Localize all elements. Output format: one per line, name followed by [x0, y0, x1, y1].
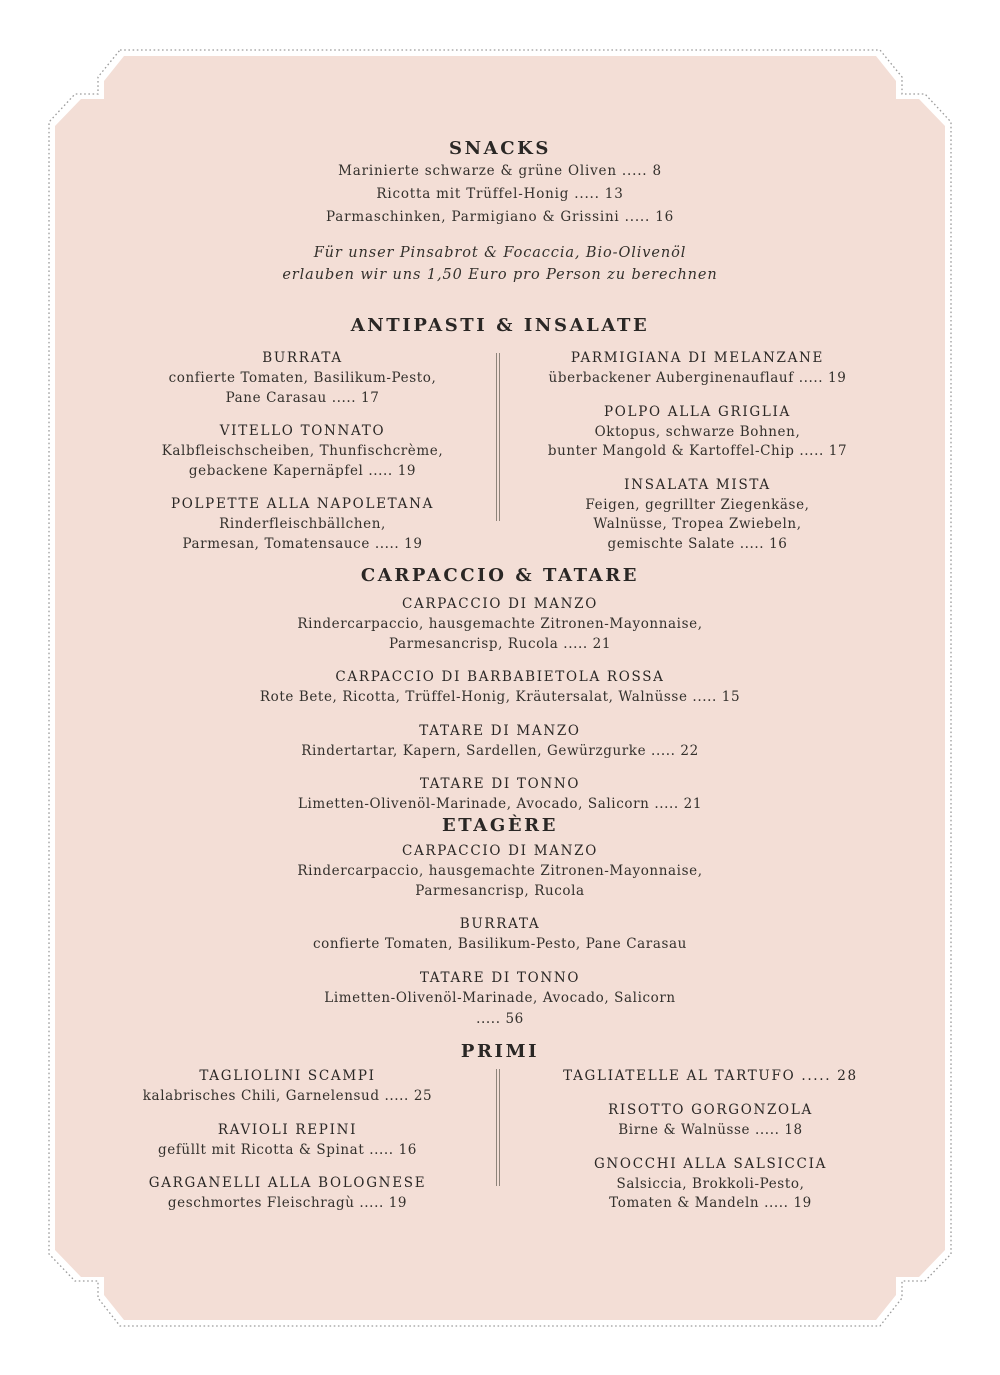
bread-surcharge-note [0, 242, 1000, 286]
menu-item [470, 475, 925, 555]
dish-description-line: Rote Bete, Ricotta, Trüffel-Honig, Kräutersalat, Walnüsse ..... 15 [259, 689, 741, 705]
dish-description-line: Pane Carasau ..... 17 [225, 389, 380, 406]
antipasti-section-title: ANTIPASTI & INSALATE [350, 315, 650, 336]
menu-item [470, 402, 925, 462]
dish-description-line: gefüllt mit Ricotta & Spinat ..... 16 [158, 1141, 417, 1158]
menu-item [60, 1120, 515, 1161]
menu-item [0, 968, 1000, 1009]
dish-name: CARPACCIO DI MANZO [401, 596, 599, 612]
column-divider [496, 1069, 500, 1186]
menu-item [75, 348, 530, 408]
dish-description-line: Kalbfleischscheiben, Thunfischcrème, [161, 443, 444, 459]
dish-description-line: Oktopus, schwarze Bohnen, [594, 423, 801, 440]
snacks-section-title: SNACKS [449, 138, 551, 159]
dish-name: GNOCCHI ALLA SALSICCIA [593, 1155, 828, 1172]
dish-description-line: kalabrisches Chili, Garnelensud ..... 25 [142, 1088, 433, 1104]
dish-description-line: Limetten-Olivenöl-Marinade, Avocado, Salicorn ..... 21 [297, 796, 703, 812]
dish-description-line: bunter Mangold & Kartoffel-Chip ..... 17 [547, 443, 848, 459]
antipasti-left-column [75, 348, 530, 567]
dish-name: TAGLIATELLE AL TARTUFO ..... 28 [563, 1068, 858, 1084]
menu-item [75, 494, 530, 554]
etagere-price: ..... 56 [476, 1011, 524, 1027]
dish-name: GARGANELLI ALLA BOLOGNESE [148, 1175, 427, 1191]
menu-item-line: Ricotta mit Trüffel-Honig ..... 13 [376, 186, 624, 202]
dish-description-line: Feigen, gegrillter Ziegenkäse, [585, 496, 810, 513]
menu-item [0, 594, 1000, 654]
dish-description-line: confierte Tomaten, Basilikum-Pesto, Pane Carasau [313, 936, 687, 952]
menu-item [75, 421, 530, 481]
menu-item [0, 667, 1000, 708]
dish-description-line: Rindercarpaccio, hausgemachte Zitronen-Mayonnaise, [297, 863, 703, 879]
dish-description-line: Birne & Walnüsse ..... 18 [618, 1122, 803, 1138]
menu-item [0, 721, 1000, 762]
dish-description-line: gebackene Kapernäpfel ..... 19 [188, 462, 417, 479]
dish-name: POLPO ALLA GRIGLIA [604, 403, 791, 420]
menu-item [60, 1173, 515, 1214]
carpaccio-section-title: CARPACCIO & TATARE [360, 565, 640, 586]
dish-description-line: Walnüsse, Tropea Zwiebeln, [593, 516, 802, 532]
menu-item [483, 1066, 938, 1087]
note-line: erlauben wir uns 1,50 Euro pro Person zu berechnen [282, 267, 718, 283]
menu-item [483, 1100, 938, 1141]
dish-name: BURRATA [262, 350, 343, 366]
dish-name: RAVIOLI REPINI [217, 1121, 358, 1138]
dish-description-line: Rindercarpaccio, hausgemachte Zitronen-Mayonnaise, [297, 616, 703, 632]
menu-item-line: Marinierte schwarze & grüne Oliven ..... 8 [338, 163, 662, 179]
column-divider [496, 353, 500, 521]
snacks-section [0, 160, 1000, 229]
menu-item [0, 774, 1000, 815]
dish-name: TATARE DI TONNO [419, 969, 581, 986]
dish-name: VITELLO TONNATO [219, 423, 386, 439]
etagere-section-title: ETAGÈRE [441, 815, 559, 836]
dish-description-line: Parmesancrisp, Rucola [415, 882, 585, 899]
menu-item [60, 1066, 515, 1107]
dish-name: TATARE DI TONNO [419, 776, 581, 792]
antipasti-section [0, 348, 1000, 552]
primi-section-title: PRIMI [460, 1041, 540, 1062]
menu-item-line: Parmaschinken, Parmigiano & Grissini ..... 16 [326, 209, 674, 225]
dish-name: BURRATA [459, 916, 541, 932]
dish-description-line: Tomaten & Mandeln ..... 19 [609, 1195, 812, 1211]
antipasti-right-column [470, 348, 925, 567]
menu-item [483, 1154, 938, 1214]
menu-item [0, 841, 1000, 901]
note-line: Für unser Pinsabrot & Focaccia, Bio-Olivenöl [313, 245, 687, 261]
dish-description-line: Rinderfleischbällchen, [219, 516, 386, 532]
dish-description-line: Rindertartar, Kapern, Sardellen, Gewürzgurke ..... 22 [301, 742, 699, 759]
dish-name: CARPACCIO DI BARBABIETOLA ROSSA [335, 669, 665, 685]
dish-name: RISOTTO GORGONZOLA [608, 1102, 813, 1118]
dish-description-line: confierte Tomaten, Basilikum-Pesto, [168, 370, 437, 386]
primi-section [0, 1066, 1000, 1211]
dish-description-line: geschmortes Fleischragù ..... 19 [167, 1195, 408, 1211]
dish-name: TATARE DI MANZO [419, 722, 581, 739]
dish-name: TAGLIOLINI SCAMPI [199, 1068, 376, 1084]
carpaccio-section [0, 594, 1000, 828]
dish-name: PARMIGIANA DI MELANZANE [570, 350, 825, 366]
dish-description-line: Parmesancrisp, Rucola ..... 21 [388, 635, 612, 652]
primi-right-column [483, 1066, 938, 1227]
dish-name: CARPACCIO DI MANZO [401, 843, 599, 859]
dish-description-line: überbackener Auberginenauflauf ..... 19 [548, 370, 847, 386]
dish-description-line: Salsiccia, Brokkoli-Pesto, [616, 1175, 805, 1192]
dish-description-line: Limetten-Olivenöl-Marinade, Avocado, Salicorn [324, 989, 676, 1006]
dish-description-line: Parmesan, Tomatensauce ..... 19 [182, 535, 423, 552]
dish-description-line: gemischte Salate ..... 16 [607, 535, 788, 552]
dish-name: POLPETTE ALLA NAPOLETANA [170, 496, 435, 512]
menu-item [0, 914, 1000, 955]
primi-left-column [60, 1066, 515, 1227]
dish-name: INSALATA MISTA [624, 476, 771, 493]
etagere-section [0, 841, 1000, 1030]
menu-item [470, 348, 925, 389]
